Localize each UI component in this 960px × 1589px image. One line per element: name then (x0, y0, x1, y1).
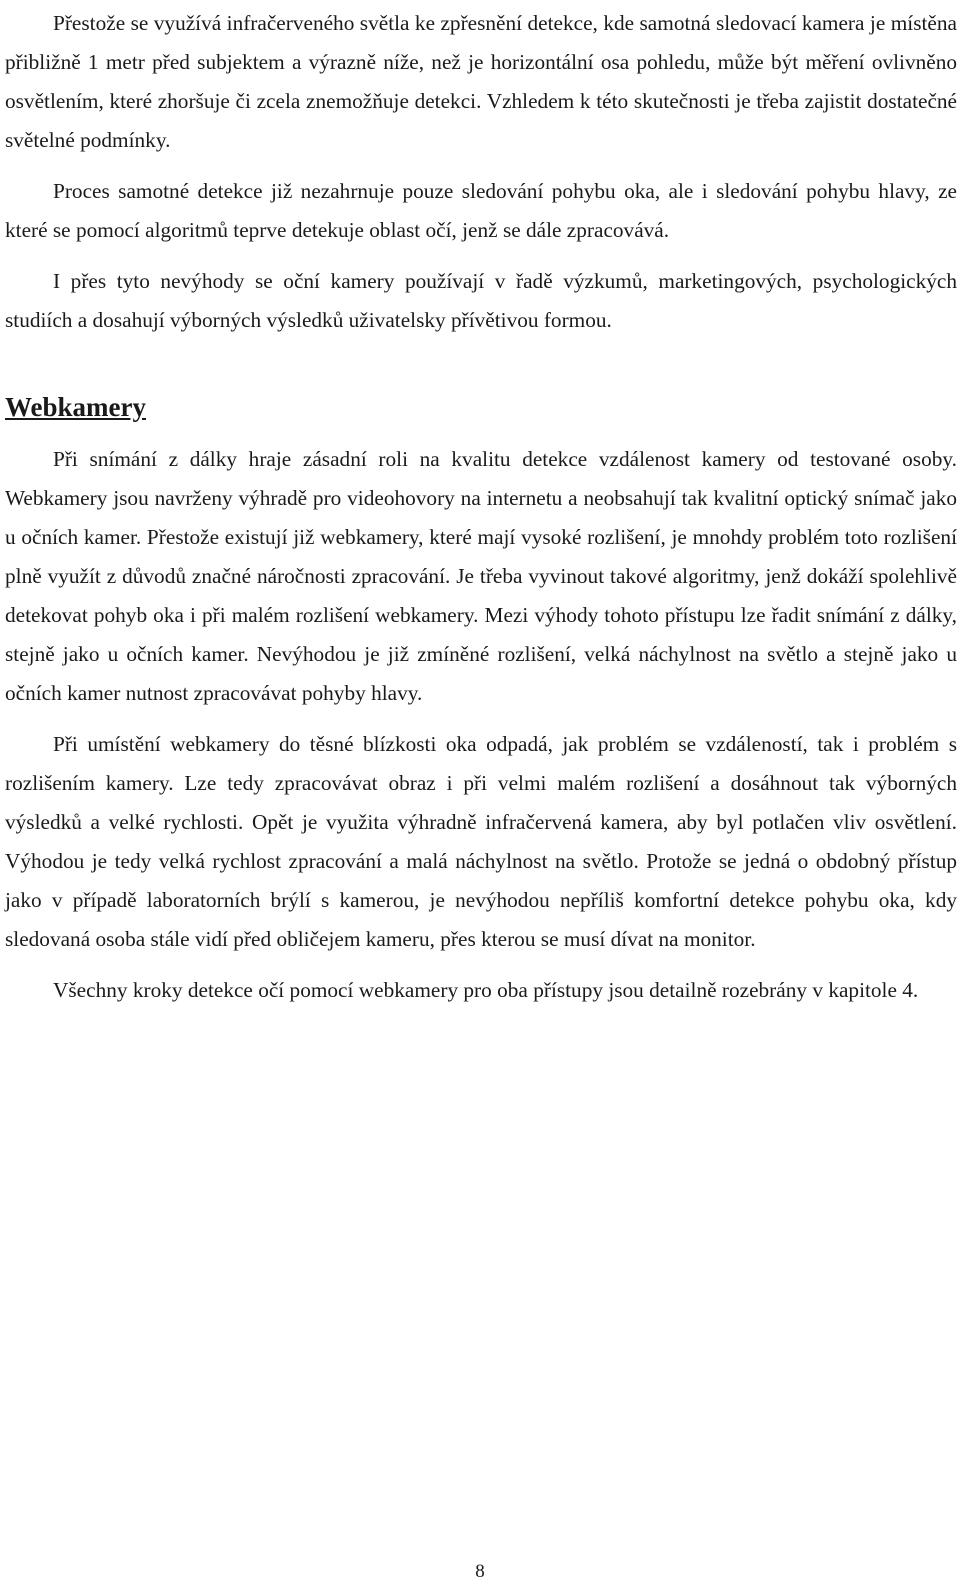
paragraph-detection-process: Proces samotné detekce již nezahrnuje pouze sledování pohybu oka, ale i sledování pohybu hlavy, ze které se pomocí algoritmů teprve detekuje oblast očí, jenž se dále zpracovává. (5, 179, 957, 242)
paragraph-lighting-conditions: Přestože se využívá infračerveného světla ke zpřesnění detekce, kde samotná sledovací kamera je místěna přibližně 1 metr před subjektem a výrazně níže, než je horizontální osa pohledu, může být měření ovlivněno osvětlením, které zhoršuje či zcela znemožňuje detekci. Vzhledem k této skutečnosti je třeba zajistit dostatečné světelné podmínky. (5, 11, 957, 152)
document-page (5, 0, 957, 1010)
paragraph-remote-capture: Při snímání z dálky hraje zásadní roli na kvalitu detekce vzdálenost kamery od testované osoby. Webkamery jsou navrženy výhradě pro videohovory na internetu a neobsahují tak kvalitní optický snímač jako u očních kamer. Přestože existují již webkamery, které mají vysoké rozlišení, je mnohdy problém toto rozlišení plně využít z důvodů značné náročnosti zpracování. Je třeba vyvinout takové algoritmy, jenž dokáží spolehlivě detekovat pohyb oka i při malém rozlišení webkamery. Mezi výhody tohoto přístupu lze řadit snímání z dálky, stejně jako u očních kamer. Nevýhodou je již zmíněné rozlišení, velká náchylnost na světlo a stejně jako u očních kamer nutnost zpracovávat pohyby hlavy. (5, 447, 957, 705)
paragraph-chapter-reference: Všechny kroky detekce očí pomocí webkamery pro oba přístupy jsou detailně rozebrány v kapitole 4. (53, 978, 919, 1002)
section-heading-webkamery: Webkamery (5, 392, 146, 422)
paragraph-eye-camera-usage: I přes tyto nevýhody se oční kamery používají v řadě výzkumů, marketingových, psychologických studiích a dosahují výborných výsledků uživatelsky přívětivou formou. (5, 269, 957, 332)
page-number: 8 (475, 1561, 485, 1582)
paragraph-close-placement: Při umístění webkamery do těsné blízkosti oka odpadá, jak problém se vzdáleností, tak i problém s rozlišením kamery. Lze tedy zpracovávat obraz i při velmi malém rozlišení a dosáhnout tak výborných výsledků a velké rychlosti. Opět je využita výhradně infračervená kamera, aby byl potlačen vliv osvětlení. Výhodou je tedy velká rychlost zpracování a malá náchylnost na světlo. Protože se jedná o obdobný přístup jako v případě laboratorních brýlí s kamerou, je nevýhodou nepříliš komfortní detekce pohybu oka, kdy sledovaná osoba stále vidí před obličejem kameru, přes kterou se musí dívat na monitor. (5, 732, 957, 951)
